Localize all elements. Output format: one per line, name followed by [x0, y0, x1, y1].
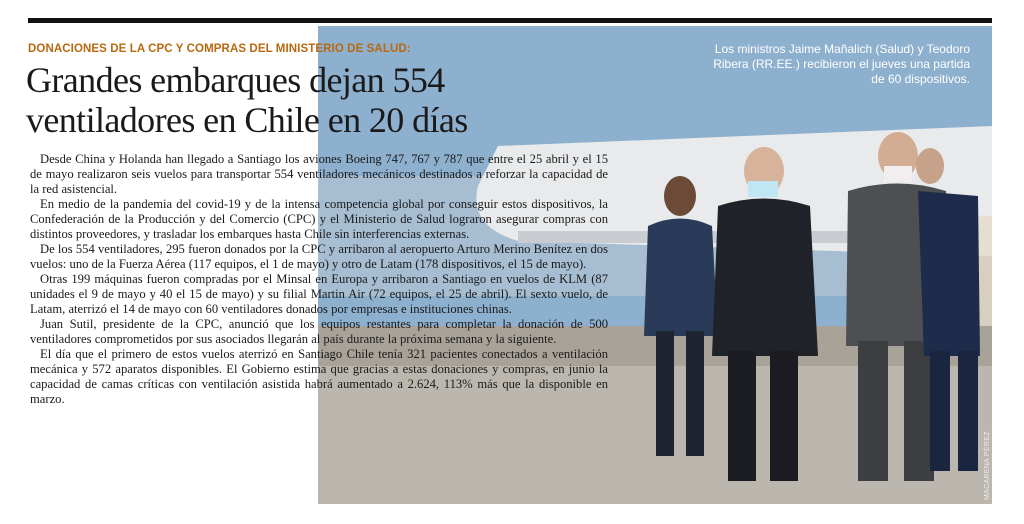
paragraph-6: El día que el primero de estos vuelos aterrizó en Santiago Chile tenía 321 pacientes conectados a ventilación mecánica y 572 aparatos disponibles. El Gobierno estima que gracias a estas donaciones y compras, en junio la capacidad de camas críticas con ventilación asistida habrá aumentado a 2.624, 113% más que la disponible en marzo.: [30, 347, 608, 406]
paragraph-1: Desde China y Holanda han llegado a Santiago los aviones Boeing 747, 767 y 787 que entre el 25 abril y el 15 de mayo realizaron seis vuelos para transportar 554 ventiladores mecánicos destinados a reforzar la capacidad de la red asistencial.: [30, 152, 608, 196]
headline: [26, 60, 546, 140]
photo-caption: Los ministros Jaime Mañalich (Salud) y Teodoro Ribera (RR.EE.) recibieron el jueves una partida de 60 dispositivos.: [713, 42, 970, 86]
headline-line-2: ventiladores en Chile en 20 días: [26, 100, 468, 140]
top-rule: [28, 18, 992, 23]
paragraph-5: Juan Sutil, presidente de la CPC, anunció que los equipos restantes para completar la donación de 500 ventiladores comprometidos por sus asociados llegarán al país durante la próxima semana y la siguiente.: [30, 317, 608, 346]
kicker: DONACIONES DE LA CPC Y COMPRAS DEL MINISTERIO DE SALUD:: [28, 43, 411, 55]
paragraph-4: Otras 199 máquinas fueron compradas por el Minsal en Europa y arribaron a Santiago en vuelos de KLM (87 unidades el 9 de mayo y 40 el 15 de mayo) y su filial Martin Air (72 equipos, el 25 de abril). El sexto vuelo, de Latam, aterrizó el 14 de mayo con 60 ventiladores donados por empresas e instituciones chinas.: [30, 272, 608, 316]
paragraph-3: De los 554 ventiladores, 295 fueron donados por la CPC y arribaron al aeropuerto Arturo Merino Benítez en dos vuelos: uno de la Fuerza Aérea (117 equipos, el 1 de mayo) y otro de Latam (178 dispositivos, el 15 de mayo).: [30, 242, 608, 271]
headline-line-1: Grandes embarques dejan 554: [26, 60, 445, 100]
photo-credit: MACARENA PÉREZ: [984, 431, 991, 500]
article-body: [30, 152, 608, 407]
paragraph-2: En medio de la pandemia del covid-19 y de la intensa competencia global por conseguir estos dispositivos, la Confederación de la Producción y del Comercio (CPC) y el Ministerio de Salud lograron asegurar compras con distintos proveedores, y trasladar los embarques hasta Chile sin interferencias externas.: [30, 197, 608, 241]
